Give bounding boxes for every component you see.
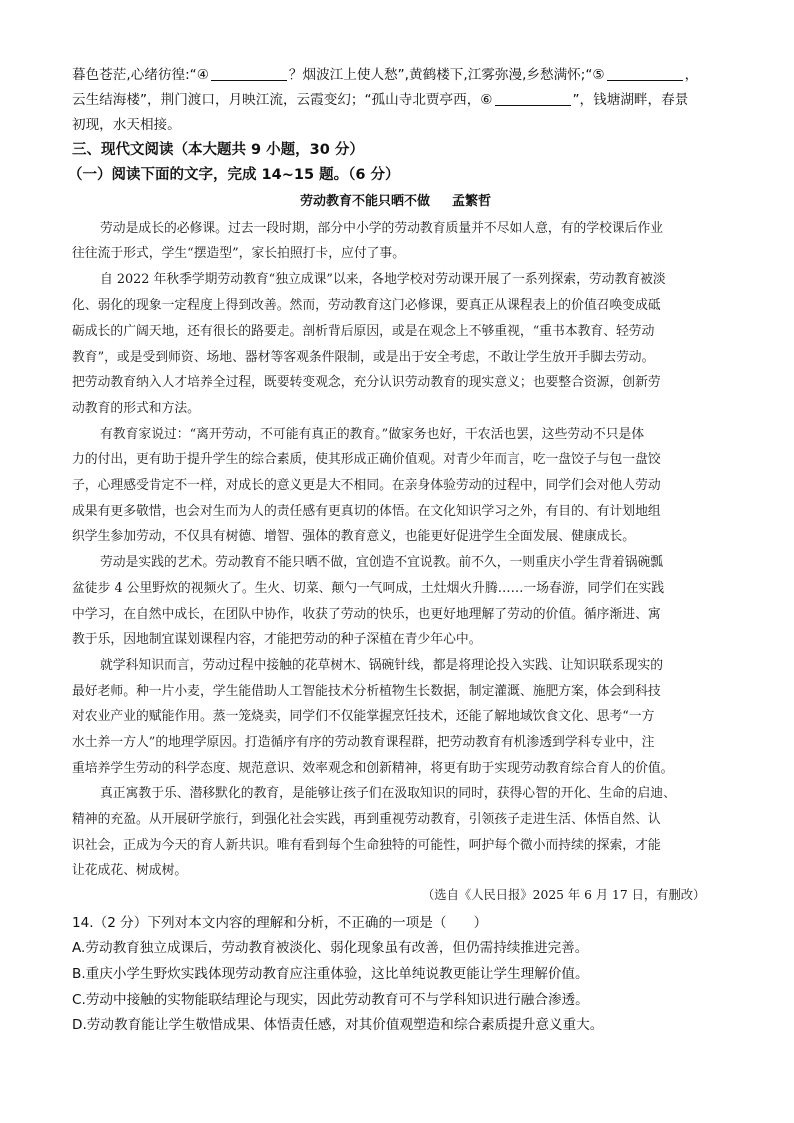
article-title [300, 190, 491, 209]
section-heading: 三、现代文阅读（本大题共 9 小题，30 分） [72, 142, 364, 158]
article-line: 最好老师。种一片小麦，学生能借助人工智能技术分析植物生长数据，制定灌溉、施肥方案，体会到科技 [72, 684, 661, 699]
intro-line-3: 初现，水天相接。 [72, 117, 181, 133]
article-line: 往往流于形式，学生“摆造型”，家长拍照打卡，应付了事。 [72, 246, 406, 261]
answer-blank-4[interactable] [211, 79, 287, 81]
article-line: 真正寓教于乐、潜移默化的教育，是能够让孩子们在汲取知识的同时，获得心智的开化、生命的启迪、 [100, 786, 676, 801]
article-line: 就学科知识而言，劳动过程中接触的花草树木、锅碗针线，都是将理论投入实践、让知识联系现实的 [100, 658, 664, 673]
question-14-option-a[interactable]: A.劳动教育独立成课后，劳动教育被淡化、弱化现象虽有改善，但仍需持续推进完善。 [72, 940, 589, 956]
intro-line-2 [72, 88, 688, 108]
article-line: 中学习，在自然中成长，在团队中协作，收获了劳动的快乐，也更好地理解了劳动的价值。循序渐进、寓 [72, 607, 661, 622]
article-line: 把劳动教育纳入人才培养全过程，既要转变观念，充分认识劳动教育的现实意义；也要整合资源，创新劳 [72, 375, 661, 390]
article-line: 动教育的形式和方法。 [72, 401, 200, 416]
article-line: 成果有更多敬惜，也会对生而为人的责任感有更真切的体悟。在文化知识学习之外，有目的、有计划地组 [72, 504, 661, 519]
intro-text: 云生结海楼”，荆门渡口，月映江流，云霞变幻；“孤山寺北贾亭西，⑥ [72, 92, 493, 108]
answer-blank-6[interactable] [495, 104, 571, 106]
article-source: （选自《人民日报》2025 年 6 月 17 日，有删改） [422, 888, 706, 902]
answer-blank-5[interactable] [607, 79, 683, 81]
article-line: 盆徒步 4 公里野炊的视频火了。生火、切菜、颠勺一气呵成，土灶烟火升腾……一场春游，同学们在实践 [72, 581, 665, 596]
article-line: 对农业产业的赋能作用。蒸一笼烧卖，同学们不仅能掌握烹饪技术，还能了解地域饮食文化、思考“一方 [72, 709, 655, 724]
question-14-option-c[interactable]: C.劳动中接触的实物能联结理论与现实，因此劳动教育可不与学科知识进行融合渗透。 [72, 992, 589, 1008]
article-author: 孟繁哲 [452, 194, 492, 209]
intro-text: 暮色苍茫,心绪彷徨:“④ [72, 67, 209, 83]
article-line: 织学生参加劳动，不仅具有树德、增智、强体的教育意义，也能更好促进学生全面发展、健康成长。 [72, 529, 636, 544]
article-line: 子，心理感受肯定不一样，对成长的意义更是大不相同。在亲身体验劳动的过程中，同学们会对他人劳动 [72, 478, 661, 493]
article-line: 教于乐，因地制宜谋划课程内容，才能把劳动的种子深植在青少年心中。 [72, 632, 482, 647]
article-line: 化、弱化的现象一定程度上得到改善。然而，劳动教育这门必修课，要真正从课程表上的价值召唤变成砥 [72, 298, 661, 313]
article-line: 有教育家说过：“离开劳动，不可能有真正的教育。”做家务也好，干农活也罢，这些劳动不只是体 [100, 427, 645, 442]
article-line: 砺成长的广阔天地，还有很长的路要走。剖析背后原因，或是在观念上不够重视，“重书本教育、轻劳动 [72, 324, 655, 339]
article-line: 教育”，或是受到师资、场地、器材等客观条件限制，或是出于安全考虑，不敢让学生放开手脚去劳动。 [72, 350, 655, 365]
intro-line-1 [72, 63, 698, 83]
intro-text: ， [684, 67, 699, 83]
article-line: 识社会，正成为今天的育人新共识。唯有看到每个生命独特的可能性，呵护每个微小而持续的探索，才能 [72, 838, 661, 853]
intro-text: ”，钱塘湖畔，春景 [572, 92, 689, 108]
question-14-option-d[interactable]: D.劳动教育能让学生敬惜成果、体悟责任感，对其价值观塑造和综合素质提升意义重大。 [72, 1017, 604, 1033]
article-line: 自 2022 年秋季学期劳动教育“独立成课”以来，各地学校对劳动课开展了一系列探索，劳动教育被淡 [100, 272, 666, 287]
article-title-text: 劳动教育不能只晒不做 [300, 194, 431, 209]
article-line: 让花成花、树成树。 [72, 863, 188, 878]
intro-text: ？烟波江上使人愁”,黄鹤楼下,江雾弥漫,乡愁满怀;“⑤ [288, 67, 605, 83]
part-heading: （一）阅读下面的文字，完成 14~15 题。（6 分） [68, 167, 400, 183]
question-14-option-b[interactable]: B.重庆小学生野炊实践体现劳动教育应注重体验，这比单纯说教更能让学生理解价值。 [72, 966, 589, 982]
article-line: 水土养一方人”的地理学原因。打造循序有序的劳动教育课程群，把劳动教育有机渗透到学科专业中，注 [72, 735, 655, 750]
article-line: 劳动是成长的必修课。过去一段时期，部分中小学的劳动教育质量并不尽如人意，有的学校课后作业 [100, 221, 664, 236]
article-line: 重培养学生劳动的科学态度、规范意识、效率观念和创新精神，将更有助于实现劳动教育综合育人的价值。 [72, 761, 674, 776]
question-14-stem: 14.（2 分）下列对本文内容的理解和分析，不正确的一项是（ ） [72, 915, 488, 931]
article-line: 力的付出，更有助于提升学生的综合素质，使其形成正确价值观。对青少年而言，吃一盘饺子与包一盘饺 [72, 452, 661, 467]
article-line: 劳动是实践的艺术。劳动教育不能只晒不做，宜创造不宜说教。前不久，一则重庆小学生背着锅碗瓢 [100, 555, 664, 570]
article-line: 精神的充盈。从开展研学旅行，到强化社会实践，再到重视劳动教育，引领孩子走进生活、体悟自然、认 [72, 812, 661, 827]
